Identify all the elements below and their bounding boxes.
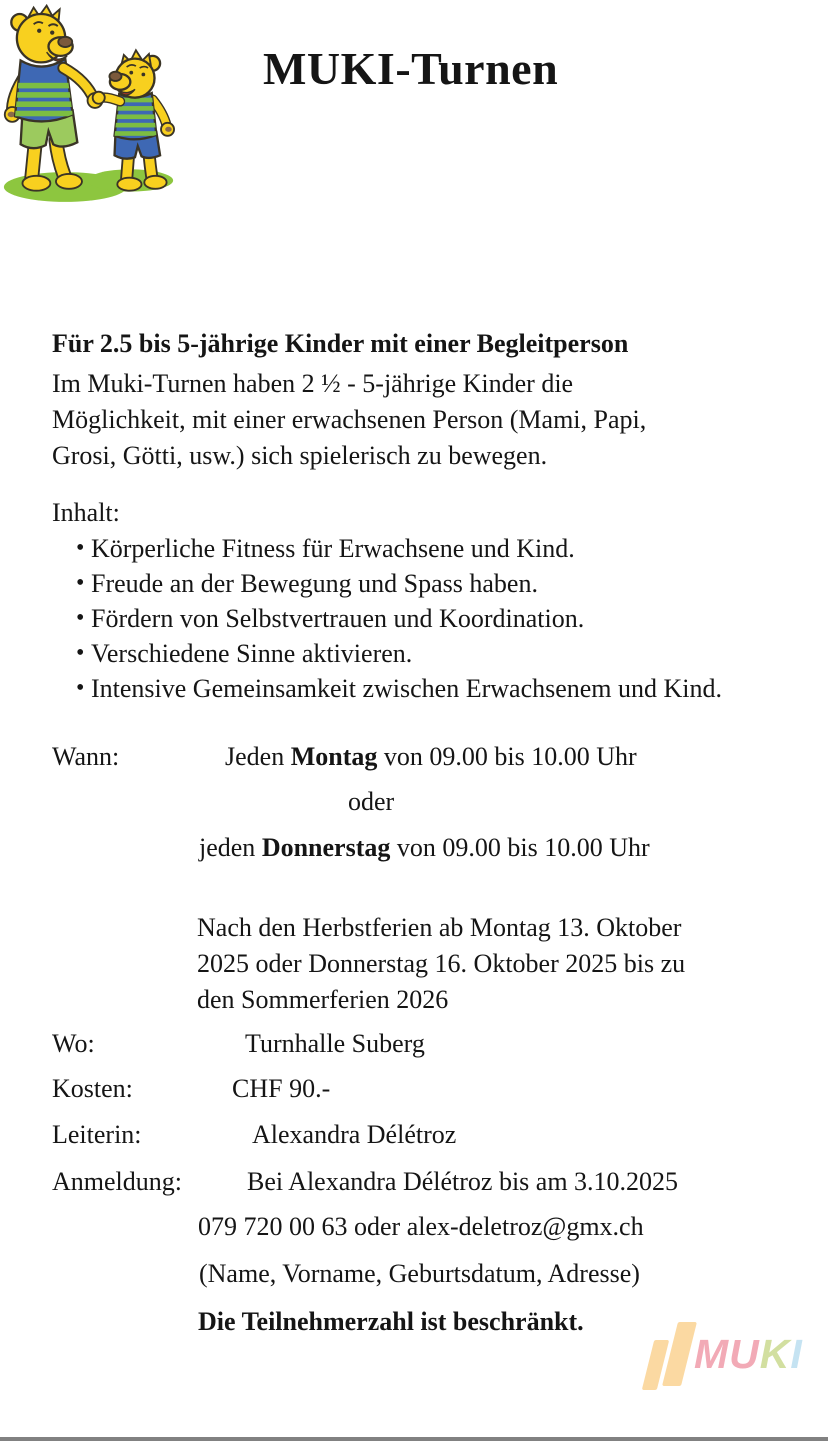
muki-logo: [646, 1320, 821, 1392]
wo-label: Wo:: [52, 1029, 95, 1058]
thursday-suffix: von 09.00 bis 10.00 Uhr: [390, 833, 650, 862]
intro-paragraph-line: Grosi, Götti, usw.) sich spielerisch zu bewegen.: [52, 441, 548, 470]
muki-logo-text: [694, 1331, 803, 1377]
flyer-body: [52, 326, 800, 1340]
thursday-prefix: jeden: [199, 833, 262, 862]
wann-row: [52, 739, 800, 775]
list-item: • Intensive Gemeinsamkeit zwischen Erwachsenem und Kind.: [76, 671, 731, 706]
inhalt-list: [76, 531, 800, 706]
thursday-day: Donnerstag: [261, 833, 391, 862]
intro-paragraph-line: Im Muki-Turnen haben 2 ½ - 5-jährige Kinder die: [52, 369, 574, 398]
header: [0, 0, 828, 205]
muki-letter: I: [790, 1331, 803, 1377]
muki-logo-bar-icon: [662, 1322, 697, 1386]
muki-letter: M: [694, 1331, 730, 1377]
list-item: • Verschiedene Sinne aktivieren.: [76, 636, 731, 671]
required-info-line: (Name, Vorname, Geburtsdatum, Adresse): [199, 1259, 640, 1288]
intro-paragraph: [52, 366, 800, 474]
list-item: • Freude an der Bewegung und Spass haben.: [76, 566, 731, 601]
leiterin-row: [52, 1117, 800, 1153]
period-line: Nach den Herbstferien ab Montag 13. Oktober: [197, 913, 682, 942]
wann-monday-value: [225, 739, 637, 775]
bottom-divider: [0, 1437, 828, 1441]
kosten-label: Kosten:: [52, 1074, 133, 1103]
monday-suffix: von 09.00 bis 10.00 Uhr: [377, 742, 637, 771]
list-item: • Körperliche Fitness für Erwachsene und Kind.: [76, 531, 731, 566]
inhalt-label: Inhalt:: [52, 498, 120, 527]
intro-heading: Für 2.5 bis 5-jährige Kinder mit einer Begleitperson: [52, 329, 629, 358]
kosten-value: CHF 90.-: [232, 1074, 331, 1103]
or-text: oder: [348, 787, 395, 816]
kosten-row: [52, 1071, 800, 1107]
wo-row: [52, 1026, 800, 1062]
period-line: 2025 oder Donnerstag 16. Oktober 2025 bis zu: [197, 949, 686, 978]
intro-paragraph-line: Möglichkeit, mit einer erwachsenen Person (Mami, Papi,: [52, 405, 647, 434]
muki-letter: K: [759, 1331, 791, 1377]
leiterin-value: Alexandra Délétroz: [252, 1120, 457, 1149]
monday-prefix: Jeden: [225, 742, 291, 771]
wann-label: Wann:: [52, 742, 120, 771]
anmeldung-row: [52, 1164, 800, 1200]
anmeldung-value: Bei Alexandra Délétroz bis am 3.10.2025: [247, 1167, 679, 1196]
limit-note: Die Teilnehmerzahl ist beschränkt.: [198, 1307, 584, 1336]
period-paragraph: [52, 910, 800, 1018]
two-bears-holding-hands-icon: [2, 4, 188, 210]
page-title: MUKI-Turnen: [263, 43, 559, 94]
monday-day: Montag: [290, 742, 378, 771]
wo-value: Turnhalle Suberg: [245, 1029, 425, 1058]
contact-line: 079 720 00 63 oder alex-deletroz@gmx.ch: [198, 1212, 644, 1241]
leiterin-label: Leiterin:: [52, 1120, 142, 1149]
anmeldung-label: Anmeldung:: [52, 1167, 182, 1196]
list-item: • Fördern von Selbstvertrauen und Koordination.: [76, 601, 731, 636]
muki-letter: U: [729, 1331, 760, 1377]
wann-thursday-value: [52, 830, 800, 866]
period-line: den Sommerferien 2026: [197, 985, 449, 1014]
